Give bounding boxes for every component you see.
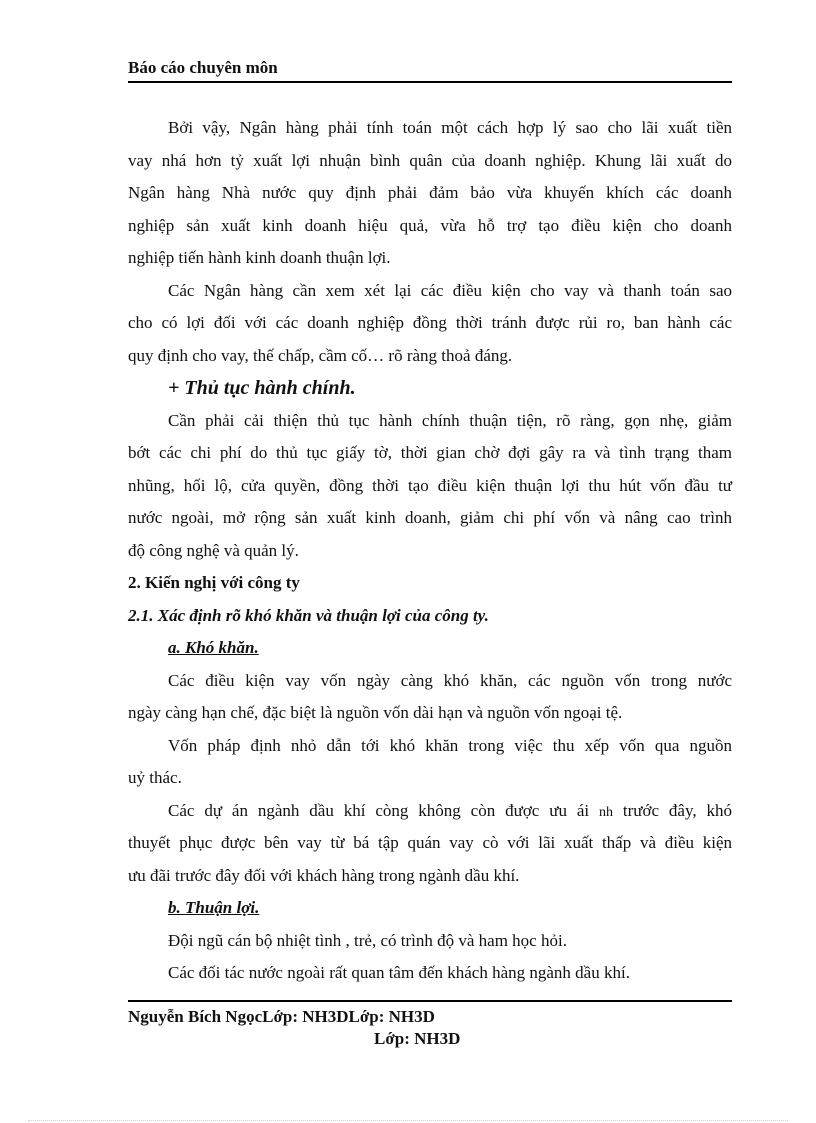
footer-line-2: Lớp: NH3D [374,1029,461,1048]
text-line: Các đối tác nước ngoài rất quan tâm đến khách hàng ngành dầu khí. [168,963,630,982]
text-line: cho có lợi đối với các doanh nghiệp đồng thời tránh được rủi ro, ban hành các [128,313,732,332]
text-line: uỷ thác. [128,768,182,787]
text-line: ngày càng hạn chế, đặc biệt là nguồn vốn dài hạn và nguồn vốn ngoại tệ. [128,703,623,722]
paragraph-8 [128,957,732,990]
paragraph-2 [128,275,732,373]
section-heading-2-1: 2.1. Xác định rõ khó khăn và thuận lợi của công ty. [128,605,489,625]
text-line: độ công nghệ và quản lý. [128,540,299,560]
text-line: nghiệp sản xuất kinh doanh hiệu quả, vừa hỗ trợ tạo điều kiện cho doanh [128,215,732,235]
text-line: bớt các chi phí do thủ tục giấy tờ, thời gian chờ đợi gây ra và tình trạng tham [128,443,732,462]
subtitle-administrative-procedures: + Thủ tục hành chính. [168,377,356,399]
text-line [128,795,732,828]
text-line: thuyết phục được bên vay từ bá tập quán vay cò với lãi xuất thấp và điều kiện [128,833,732,852]
text-line: nghiệp tiến hành kinh doanh thuận lợi. [128,248,391,267]
text-fragment: Các dự án ngành dầu khí còng không còn được ưu ái [168,800,590,820]
text-fragment-small: nh [599,804,614,820]
text-line: Cần phải cải thiện thủ tục hành chính thuận tiện, rõ ràng, gọn nhẹ, giảm [168,410,732,430]
paragraph-5 [128,730,732,795]
text-line: nước ngoài, mở rộng sản xuất kinh doanh, giảm chi phí vốn và nâng cao trình [128,508,732,527]
text-line: Ngân hàng Nhà nước quy định phải đảm bảo vừa khuyến khích các doanh [128,183,732,202]
page-bottom-border [28,1120,788,1121]
paragraph-6 [128,795,732,893]
page-header: Báo cáo chuyên môn [128,58,732,83]
text-line: Đội ngũ cán bộ nhiệt tình , trẻ, có trình độ và ham học hỏi. [168,930,567,950]
paragraph-7 [128,925,732,958]
text-line: Bởi vậy, Ngân hàng phải tính toán một cách hợp lý sao cho lãi xuất tiền [168,118,732,137]
footer-divider [128,1000,732,1002]
subheading-advantages: b. Thuận lợi. [168,898,260,917]
section-heading-2: 2. Kiến nghị với công ty [128,573,300,592]
page-footer [128,1006,732,1050]
text-fragment: trước đây, khó [622,800,733,820]
text-line: Các Ngân hàng cần xem xét lại các điều kiện cho vay và thanh toán sao [168,280,732,300]
paragraph-3 [128,405,732,568]
text-line: vay nhá hơn tỷ xuất lợi nhuận bình quân của doanh nghiệp. Khung lãi xuất do [128,150,732,170]
text-line: ưu đãi trước đây đối với khách hàng trong ngành dầu khí. [128,865,520,885]
text-line: quy định cho vay, thế chấp, cầm cố… rõ ràng thoả đáng. [128,345,513,365]
paragraph-1 [128,112,732,275]
text-line: Vốn pháp định nhỏ dẫn tới khó khăn trong việc thu xếp vốn qua nguồn [168,735,732,755]
subheading-difficulties: a. Khó khăn. [168,638,259,657]
paragraph-4 [128,665,732,730]
footer-line-1: Nguyễn Bích NgọcLớp: NH3DLớp: NH3D [128,1007,435,1026]
text-line: nhũng, hối lộ, cửa quyền, đồng thời tạo điều kiện thuận lợi thu hút vốn đầu tư [128,475,732,495]
document-body [128,112,732,990]
text-line: Các điều kiện vay vốn ngày càng khó khăn, các nguồn vốn trong nước [168,670,732,690]
